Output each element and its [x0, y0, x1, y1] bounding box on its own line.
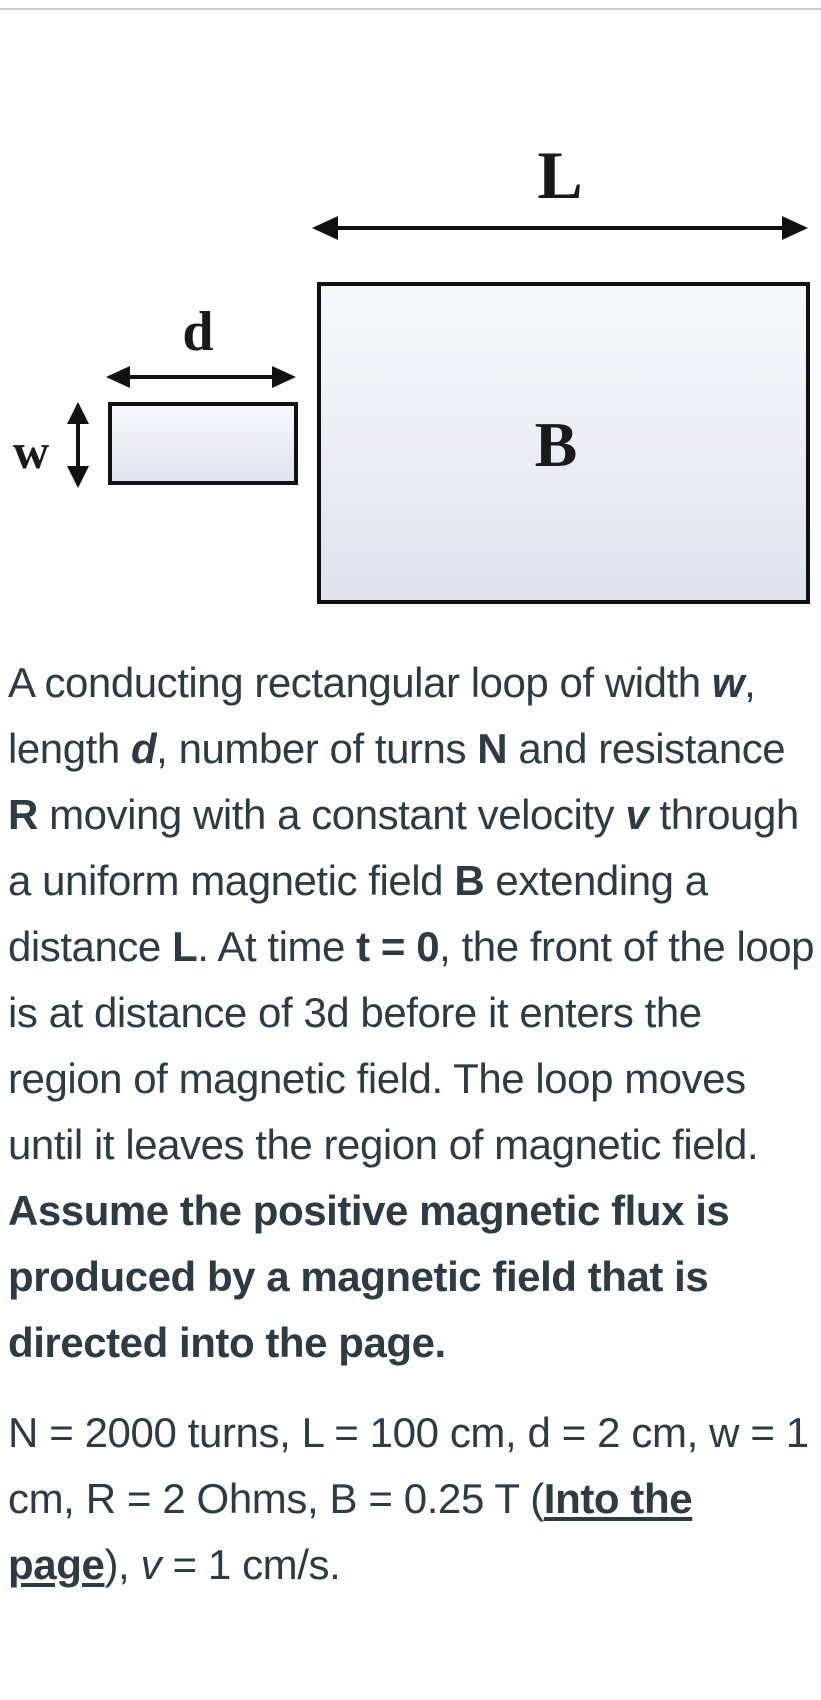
text-segment: N = 2000 turns, L = 100 cm, d = 2 cm, w = 1 cm, R = 2 Ohms, B = 0.25 T (	[8, 1409, 809, 1522]
text-segment: A conducting rectangular loop of width	[8, 659, 712, 706]
label-L: L	[537, 137, 583, 213]
text-segment: moving with a constant velocity	[37, 791, 626, 838]
var-N: N	[477, 725, 508, 772]
conducting-loop	[110, 404, 296, 483]
field-direction: Into the page	[8, 1475, 693, 1588]
text-segment: , number of turns	[156, 725, 478, 772]
var-B: B	[454, 857, 485, 904]
var-R: R	[8, 791, 38, 838]
var-d: d	[130, 725, 157, 772]
diagram-svg	[0, 0, 821, 620]
label-d: d	[182, 301, 214, 363]
length-d-arrow	[106, 366, 296, 388]
loop-field-diagram	[0, 0, 821, 620]
given-values	[8, 1400, 816, 1598]
text-segment: . At time	[197, 923, 357, 970]
text-segment: through a uniform magnetic field	[8, 791, 799, 904]
width-w-arrow	[67, 402, 89, 488]
var-v: v	[625, 791, 649, 838]
problem-description	[8, 650, 816, 1376]
text-segment: ),	[104, 1541, 141, 1588]
label-w: w	[12, 423, 50, 479]
problem-text	[8, 650, 816, 1598]
text-segment: extending a distance	[8, 857, 708, 970]
var-v: v	[140, 1541, 162, 1588]
text-segment: = 1 cm/s.	[161, 1541, 341, 1588]
length-L-arrow	[312, 216, 808, 240]
text-segment: and resistance	[507, 725, 786, 772]
var-L: L	[172, 923, 198, 970]
var-w: w	[711, 659, 745, 706]
assumption-statement: Assume the positive magnetic flux is produced by a magnetic field that is directed into the page.	[8, 1187, 730, 1366]
text-segment: , length	[8, 659, 756, 772]
var-t0: t = 0	[356, 923, 440, 970]
text-segment: , the front of the loop is at distance of 3d before it enters the region of magnetic field. The loop moves until it leaves the region of magnetic field.	[8, 923, 815, 1168]
label-B: B	[534, 409, 578, 480]
